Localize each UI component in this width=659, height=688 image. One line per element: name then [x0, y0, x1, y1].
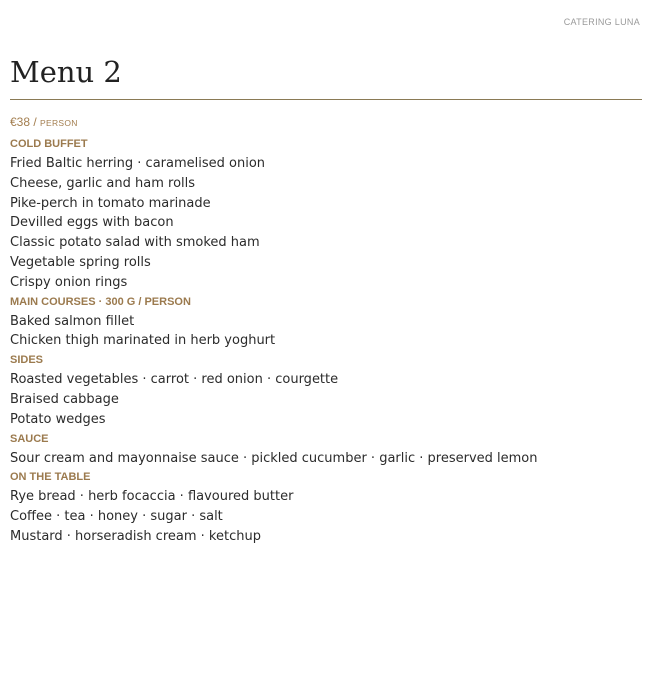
menu-item: Rye bread · herb focaccia · flavoured butter: [10, 489, 294, 505]
menu-item: Cheese, garlic and ham rolls: [10, 175, 196, 191]
page-title: Menu 2: [10, 55, 122, 89]
menu-item: Braised cabbage: [10, 391, 119, 407]
price-separator: /: [30, 115, 41, 129]
section-title: MAIN COURSES · 300 G / PERSON: [10, 295, 191, 308]
section-sauce: [10, 432, 642, 469]
brand-label: CATERING LUNA: [563, 17, 640, 27]
menu-item: Potato wedges: [10, 411, 106, 427]
price-unit: PERSON: [40, 118, 78, 128]
item-list: [10, 312, 642, 352]
menu-item: Devilled eggs with bacon: [10, 215, 174, 231]
item-list: [10, 449, 642, 469]
section-on-the-table: [10, 470, 642, 546]
item-list: [10, 487, 642, 546]
menu-item: Vegetable spring rolls: [10, 254, 151, 270]
section-sides: [10, 353, 642, 429]
menu-item: Roasted vegetables · carrot · red onion · courgette: [10, 372, 339, 388]
item-list: [10, 154, 642, 293]
menu-item: Fried Baltic herring · caramelised onion: [10, 156, 266, 171]
price-amount: €38: [10, 115, 31, 129]
title-divider: [10, 99, 642, 100]
section-main-courses: [10, 295, 642, 352]
menu-item: Chicken thigh marinated in herb yoghurt: [10, 333, 276, 349]
section-cold-buffet: [10, 137, 642, 293]
menu-item: Classic potato salad with smoked ham: [10, 235, 260, 251]
menu-item: Mustard · horseradish cream · ketchup: [10, 528, 261, 544]
menu-item: Sour cream and mayonnaise sauce · pickled cucumber · garlic · preserved lemon: [10, 450, 538, 466]
menu-item: Baked salmon fillet: [10, 313, 135, 329]
menu-item: Crispy onion rings: [10, 274, 128, 290]
section-title: ON THE TABLE: [10, 471, 91, 484]
item-list: [10, 370, 642, 429]
menu-item: Coffee · tea · honey · sugar · salt: [10, 509, 223, 525]
menu-content: [10, 113, 642, 549]
section-title: SIDES: [10, 354, 44, 367]
price-line: [10, 113, 642, 132]
section-title: COLD BUFFET: [10, 138, 88, 150]
menu-item: Pike-perch in tomato marinade: [10, 195, 211, 211]
section-title: SAUCE: [10, 432, 49, 445]
